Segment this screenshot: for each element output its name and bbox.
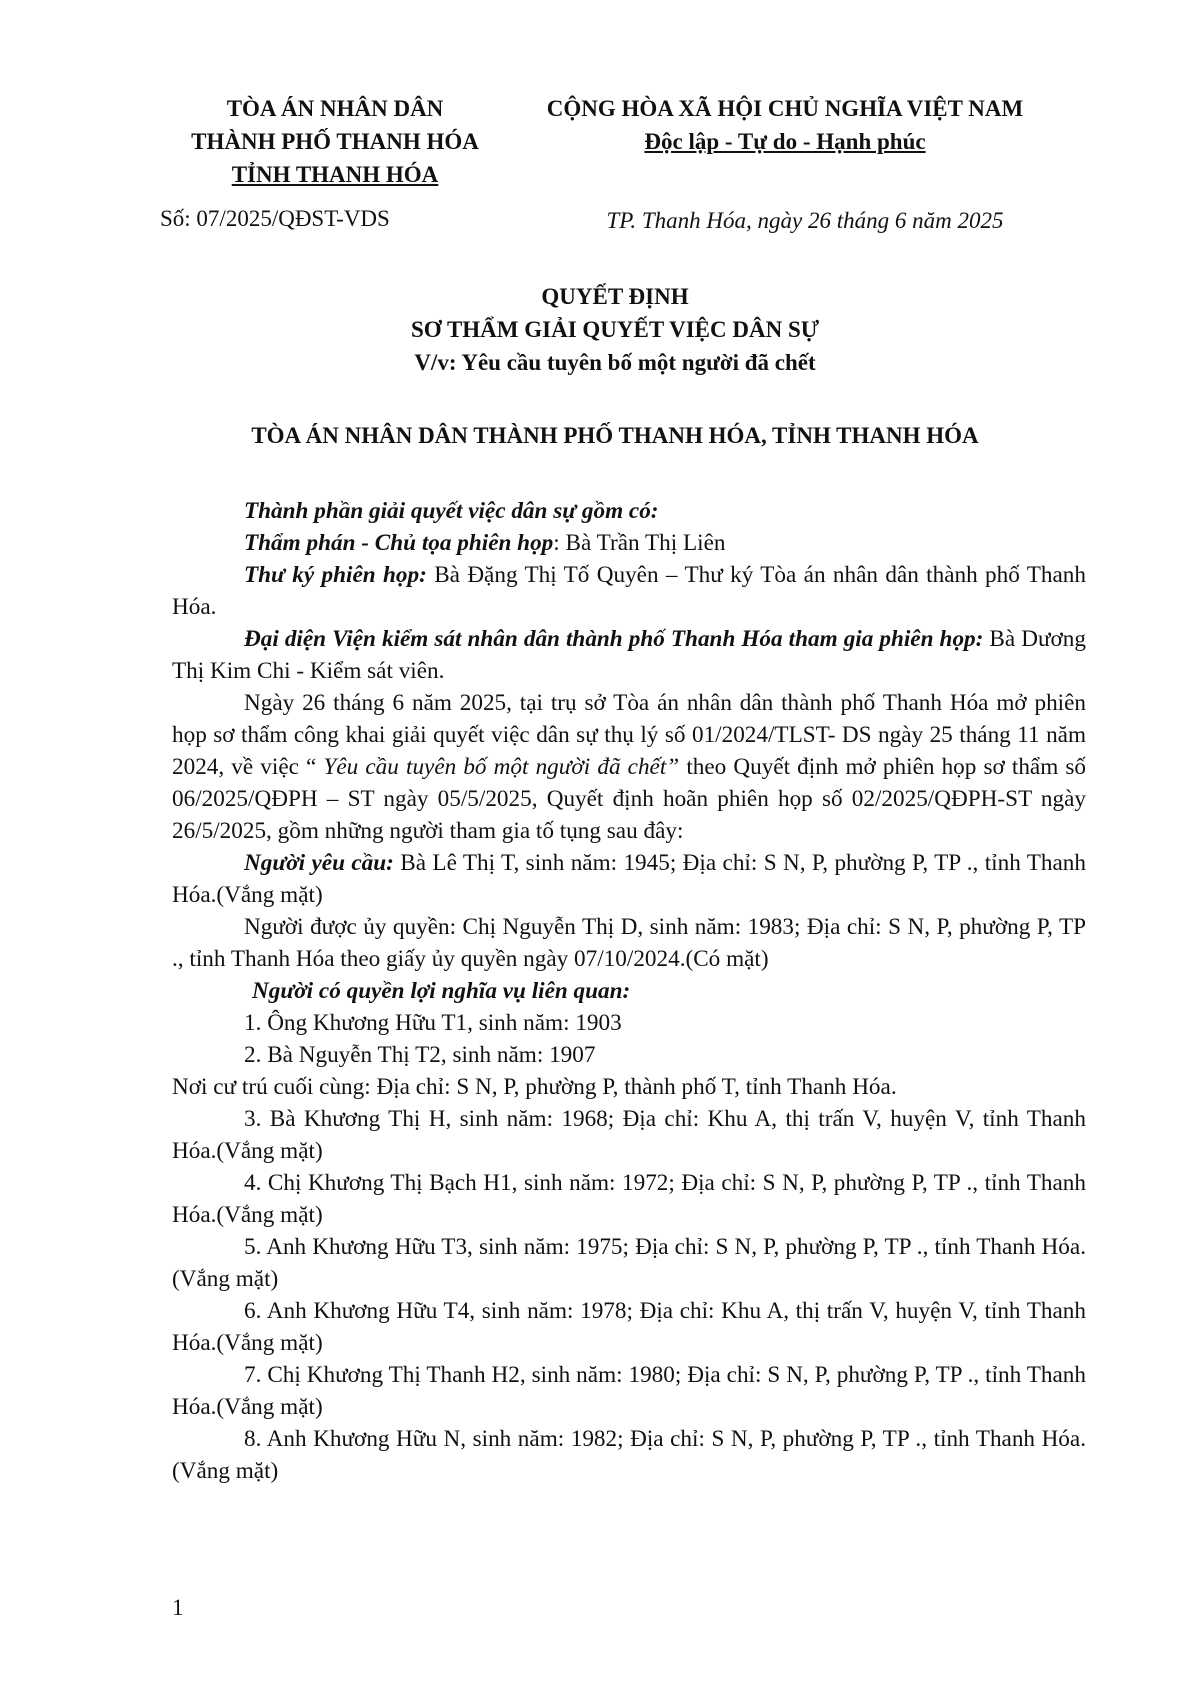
judge-line: [172, 527, 1086, 559]
related-item-6: 6. Anh Khương Hữu T4, sinh năm: 1978; Địa chỉ: Khu A, thị trấn V, huyện V, tỉnh Thanh Hóa.(Vắng mặt): [172, 1298, 1086, 1356]
related-item-3: 3. Bà Khương Thị H, sinh năm: 1968; Địa chỉ: Khu A, thị trấn V, huyện V, tỉnh Thanh Hóa.(Vắng mặt): [172, 1106, 1086, 1164]
session-case: Yêu cầu tuyên bố một người đã chết”: [316, 754, 680, 780]
procuracy-value: Bà Dương Thị Kim Chi - Kiểm sát viên.: [172, 626, 1086, 684]
title-line-3: V/v: Yêu cầu tuyên bố một người đã chết: [414, 350, 816, 375]
last-residence: Nơi cư trú cuối cùng: Địa chỉ: S N, P, phường P, thành phố T, tỉnh Thanh Hóa.: [172, 1074, 897, 1100]
court-line-3-wrap: [160, 158, 510, 191]
date-place: TP. Thanh Hóa, ngày 26 tháng 6 năm 2025: [606, 208, 1004, 233]
related-heading: Người có quyền lợi nghĩa vụ liên quan:: [252, 978, 631, 1004]
requester-value: Bà Lê Thị T, sinh năm: 1945; Địa chỉ: S N, P, phường P, TP ., tỉnh Thanh Hóa.(Vắng mặt): [172, 850, 1086, 908]
court-name: TÒA ÁN NHÂN DÂN THÀNH PHỐ THANH HÓA, TỈNH THANH HÓA: [251, 423, 979, 448]
session-post: theo Quyết định mở phiên họp sơ thẩm số 06/2025/QĐPH – ST ngày 05/5/2025, Quyết định hoãn phiên họp số 02/2025/QĐPH-ST ngày 26/5/2025, gồm những người tham gia tố tụng sau đây:: [172, 754, 1087, 844]
republic-name: CỘNG HÒA XÃ HỘI CHỦ NGHĨA VIỆT NAM: [546, 96, 1024, 121]
session-paragraph: [172, 687, 1086, 847]
requester-line: [172, 847, 1086, 911]
judge-label: Thẩm phán - Chủ tọa phiên họp: [244, 530, 554, 556]
related-item-7: 7. Chị Khương Thị Thanh H2, sinh năm: 1980; Địa chỉ: S N, P, phường P, TP ., tỉnh Thanh Hóa.(Vắng mặt): [172, 1362, 1086, 1420]
clerk-label: Thư ký phiên họp:: [244, 562, 427, 588]
authorized-line: Người được ủy quyền: Chị Nguyễn Thị D, sinh năm: 1983; Địa chỉ: S N, P, phường P, TP ., tỉnh Thanh Hóa theo giấy ủy quyền ngày 07/10/2024.(Có mặt): [172, 914, 1086, 972]
motto: Độc lập - Tự do - Hạnh phúc: [644, 129, 926, 154]
related-item-1: 1. Ông Khương Hữu T1, sinh năm: 1903: [244, 1010, 622, 1036]
related-item-2: 2. Bà Nguyễn Thị T2, sinh năm: 1907: [244, 1042, 596, 1068]
document-body: [172, 495, 1086, 1487]
related-item-5: 5. Anh Khương Hữu T3, sinh năm: 1975; Địa chỉ: S N, P, phường P, TP ., tỉnh Thanh Hóa.(Vắng mặt): [172, 1234, 1086, 1292]
requester-label: Người yêu cầu:: [244, 850, 394, 876]
procuracy-label: Đại diện Viện kiểm sát nhân dân thành phố Thanh Hóa tham gia phiên họp:: [244, 626, 984, 652]
document-number: Số: 07/2025/QĐST-VDS: [160, 206, 390, 231]
court-line-2: THÀNH PHỐ THANH HÓA: [191, 129, 479, 154]
judge-value: : Bà Trần Thị Liên: [553, 530, 726, 556]
clerk-value: Bà Đặng Thị Tố Quyên – Thư ký Tòa án nhân dân thành phố Thanh Hóa.: [172, 562, 1086, 620]
related-item-4: 4. Chị Khương Thị Bạch H1, sinh năm: 1972; Địa chỉ: S N, P, phường P, TP ., tỉnh Thanh Hóa.(Vắng mặt): [172, 1170, 1086, 1228]
procuracy-line: [172, 623, 1086, 687]
court-line-3: TỈNH THANH HÓA: [231, 162, 439, 187]
page-number: 1: [172, 1595, 184, 1620]
clerk-line: [172, 559, 1086, 623]
decision-title: [160, 280, 1070, 379]
session-pre: Ngày 26 tháng 6 năm 2025, tại trụ sở Tòa án nhân dân thành phố Thanh Hóa mở phiên họp sơ thẩm công khai giải quyết việc dân sự thụ lý số 01/2024/TLST- DS ngày 25 tháng 11 năm 2024, về việc “: [172, 690, 1086, 780]
title-line-1: QUYẾT ĐỊNH: [541, 284, 689, 309]
related-item-8: 8. Anh Khương Hữu N, sinh năm: 1982; Địa chỉ: S N, P, phường P, TP ., tỉnh Thanh Hóa.(Vắng mặt): [172, 1426, 1086, 1484]
court-line-1: TÒA ÁN NHÂN DÂN: [226, 96, 444, 121]
motto-wrap: [500, 125, 1070, 158]
title-line-2: SƠ THẨM GIẢI QUYẾT VIỆC DÂN SỰ: [410, 317, 820, 342]
composition-heading: Thành phần giải quyết việc dân sự gồm có:: [244, 498, 659, 524]
